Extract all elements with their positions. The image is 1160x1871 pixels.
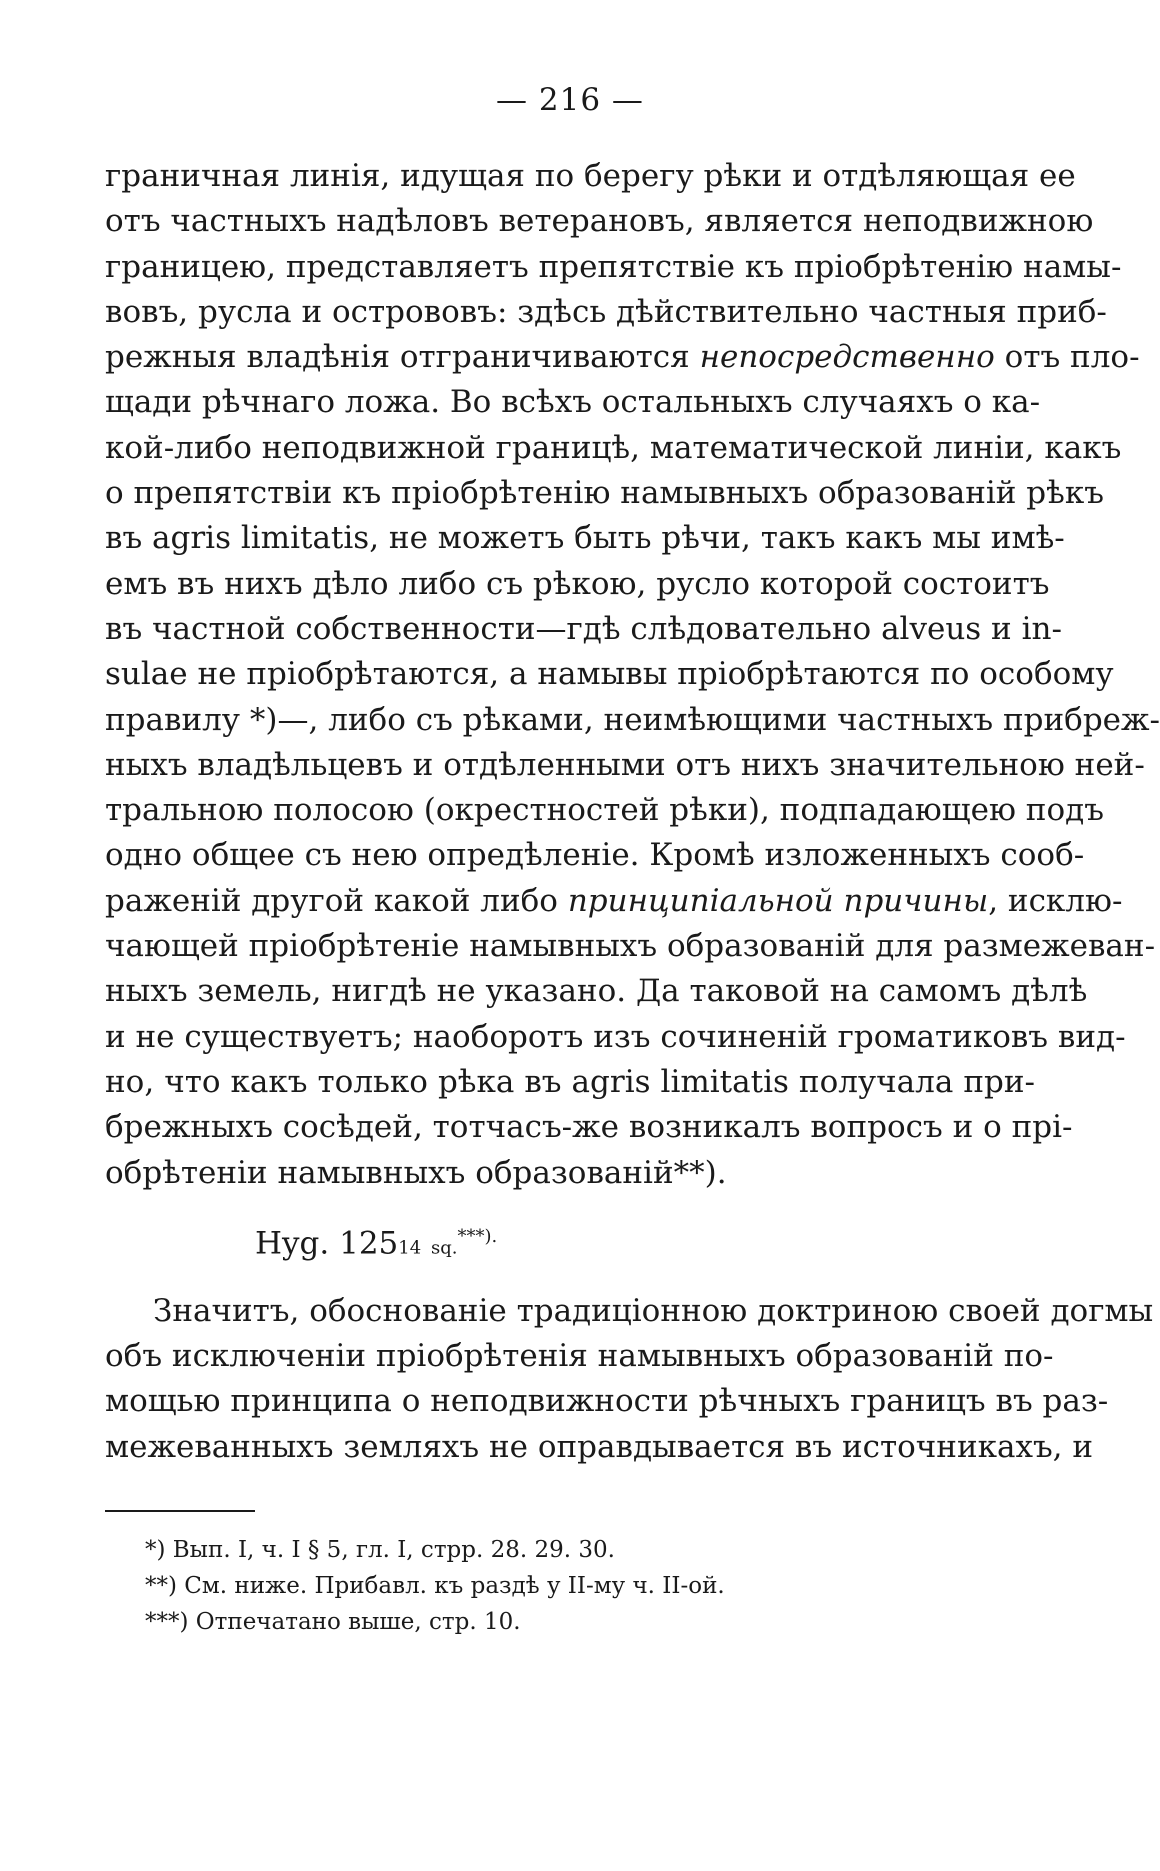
italic-emphasis: непосредственно (699, 339, 995, 376)
document-page (105, 80, 1160, 1640)
text-line: sulae не пріобрѣтаются, а намывы пріобрѣтаются по особому (105, 656, 1114, 693)
text-line: граничная линія, идущая по берегу рѣки и отдѣляющая ее (105, 158, 1076, 194)
citation-sq: sq. (431, 1237, 458, 1259)
text-line: ныхъ земель, нигдѣ не указано. Да таковой на самомъ дѣлѣ (105, 973, 1088, 1010)
citation-footnote-mark: ***). (457, 1225, 498, 1247)
text-line: кой-либо неподвижной границѣ, математической линіи, какъ (105, 429, 1122, 466)
text-line: режныя владѣнія отграничиваются непосредственно отъ пло- (105, 339, 1140, 376)
italic-emphasis: принципіальной причины (567, 882, 989, 919)
footnote-3: ***) Отпечатано выше, стр. 10. (145, 1609, 521, 1636)
text-line: емъ въ нихъ дѣло либо съ рѣкою, русло которой состоитъ (105, 565, 1050, 602)
text-line: въ agris limitatis, не можетъ быть рѣчи, такъ какъ мы имѣ- (105, 520, 1065, 557)
citation-subscript: 14 (398, 1237, 422, 1259)
paragraph-1 (105, 154, 1160, 1196)
footnotes (105, 1532, 1035, 1640)
text-line: тральною полосою (окрестностей рѣки), подпадающею подъ (105, 792, 1104, 829)
text-line: правилу *)—, либо съ рѣками, неимѣющими частныхъ прибреж- (105, 701, 1160, 738)
citation-main: Hyg. 125 (255, 1225, 399, 1262)
text-line: отъ частныхъ надѣловъ ветерановъ, является неподвижною (105, 203, 1094, 240)
text-line: брежныхъ сосѣдей, тотчасъ-же возникалъ вопросъ и о прі- (105, 1109, 1073, 1146)
text-line: ныхъ владѣльцевъ и отдѣленными отъ нихъ значительною ней- (105, 746, 1145, 783)
text-line: вовъ, русла и острововъ: здѣсь дѣйствительно частныя приб- (105, 293, 1107, 330)
text-line: границею, представляетъ препятствіе къ пріобрѣтенію намы- (105, 248, 1122, 285)
text-line: Значитъ, обоснованіе традиціонною доктриною своей догмы (153, 1292, 1154, 1329)
text-line: но, что какъ только рѣка въ agris limitatis получала при- (105, 1063, 1035, 1100)
text-line: одно общее съ нею опредѣленіе. Кромѣ изложенныхъ сооб- (105, 837, 1085, 874)
text-line: межеванныхъ земляхъ не оправдывается въ источникахъ, и (105, 1428, 1094, 1465)
text-line: въ частной собственности—гдѣ слѣдовательно alveus и in- (105, 610, 1062, 647)
page-number: — 216 — (496, 82, 644, 118)
text-line: объ исключеніи пріобрѣтенія намывныхъ образованій по- (105, 1338, 1054, 1375)
text-line: мощью принципа о неподвижности рѣчныхъ границъ въ раз- (105, 1383, 1109, 1420)
paragraph-2 (105, 1289, 1154, 1470)
text-line: и не существуетъ; наоборотъ изъ сочиненій громатиковъ вид- (105, 1018, 1126, 1055)
text-line: обрѣтеніи намывныхъ образованій**). (105, 1154, 727, 1191)
text-line: раженій другой какой либо принципіальной причины, исклю- (105, 882, 1123, 919)
citation-hyginus (105, 1214, 1035, 1262)
footnote-2: **) См. ниже. Прибавл. къ раздѣ у II-му ч. II-ой. (145, 1573, 725, 1600)
text-line: щади рѣчнаго ложа. Во всѣхъ остальныхъ случаяхъ о ка- (105, 384, 1041, 421)
footnote-divider (105, 1510, 255, 1512)
text-line: о препятствіи къ пріобрѣтенію намывныхъ образованій рѣкъ (105, 475, 1104, 512)
text-line: чающей пріобрѣтеніе намывныхъ образованій для размежеван- (105, 928, 1156, 965)
footnote-1: *) Вып. I, ч. I § 5, гл. I, стрр. 28. 29. 30. (145, 1537, 615, 1564)
